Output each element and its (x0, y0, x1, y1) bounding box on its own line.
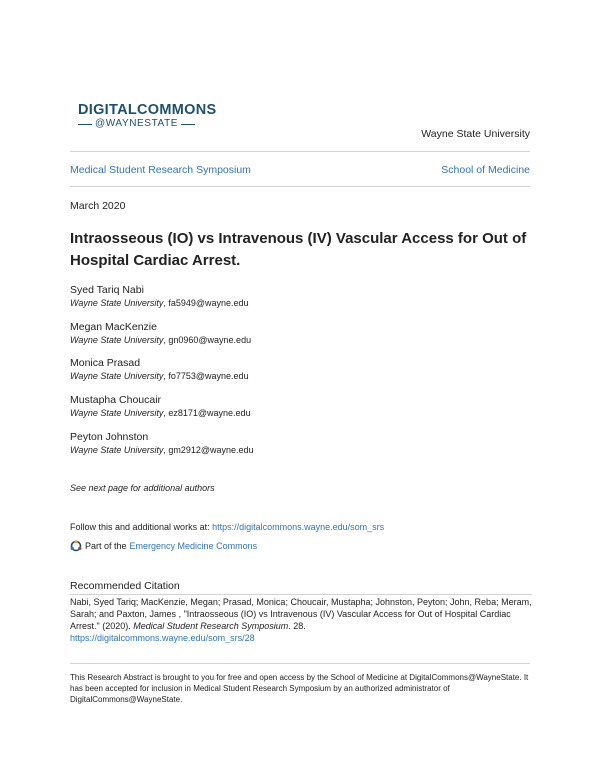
affiliation-name: Wayne State University (70, 445, 164, 455)
logo-dash-right (181, 124, 195, 125)
citation-block (70, 596, 532, 644)
affiliation-name: Wayne State University (70, 371, 164, 381)
citation-tail: . 28. (288, 621, 306, 631)
author-name: Monica Prasad (70, 357, 141, 369)
access-statement: This Research Abstract is brought to you for free and open access by the School of Medicine at DigitalCommons@WayneState. It has been accepted for inclusion in Medical Student Research Symposium by an authorized administrator of DigitalCommons@WayneState. (70, 673, 529, 704)
author-name: Syed Tariq Nabi (70, 284, 144, 296)
logo-line1: DIGITALCOMMONS (78, 102, 217, 118)
author-entry (70, 283, 530, 309)
see-next-page-note: See next page for additional authors (70, 483, 215, 493)
author-email: , gn0960@wayne.edu (163, 335, 252, 345)
author-email: , ez8171@wayne.edu (163, 408, 251, 418)
follow-line (70, 522, 384, 532)
affiliation-name: Wayne State University (70, 335, 164, 345)
publication-date: March 2020 (70, 200, 126, 212)
logo-dash-left (78, 124, 92, 125)
author-entry (70, 320, 530, 346)
author-affiliation (70, 444, 530, 456)
author-affiliation (70, 334, 530, 346)
affiliation-name: Wayne State University (70, 408, 164, 418)
author-name: Mustapha Choucair (70, 394, 162, 406)
divider-nav (70, 186, 530, 187)
author-email: , fo7753@wayne.edu (163, 371, 249, 381)
part-of-text: Part of the (85, 541, 127, 551)
follow-text: Follow this and additional works at: (70, 522, 213, 532)
author-entry (70, 430, 530, 456)
divider-top (70, 151, 530, 152)
author-affiliation (70, 370, 530, 382)
school-of-medicine-link[interactable]: School of Medicine (441, 164, 530, 176)
author-email: , gm2912@wayne.edu (163, 445, 254, 455)
author-name: Peyton Johnston (70, 431, 149, 443)
network-commons-icon (70, 540, 82, 552)
author-affiliation (70, 297, 530, 309)
author-entry (70, 393, 530, 419)
paper-title: Intraosseous (IO) vs Intravenous (IV) Vascular Access for Out of Hospital Cardiac Arrest. (70, 230, 527, 269)
digital-commons-logo (78, 102, 218, 130)
divider-footer (70, 663, 530, 664)
divider-citation (70, 594, 532, 595)
recommended-citation-heading: Recommended Citation (70, 580, 180, 592)
emergency-medicine-commons-link[interactable]: Emergency Medicine Commons (129, 541, 258, 551)
logo-line2 (78, 118, 218, 130)
author-name: Megan MacKenzie (70, 321, 157, 333)
som-srs-link[interactable]: https://digitalcommons.wayne.edu/som_srs (212, 522, 385, 532)
author-entry (70, 356, 530, 382)
citation-url-link[interactable]: https://digitalcommons.wayne.edu/som_srs/28 (70, 633, 255, 643)
citation-venue: Medical Student Research Symposium (133, 621, 289, 631)
author-email: , fa5949@wayne.edu (163, 298, 249, 308)
citation-body: Nabi, Syed Tariq; MacKenzie, Megan; Prasad, Monica; Choucair, Mustapha; Johnston, Peyton; John, Reba; Meram, Sarah; and Paxton, James , "Intraosseous (IO) vs Intravenous (IV) Vascular Access for Out of Hospital Cardiac Arrest." (2020). (70, 597, 532, 631)
author-affiliation (70, 407, 530, 419)
part-of-line (70, 540, 257, 552)
affiliation-name: Wayne State University (70, 298, 164, 308)
university-name: Wayne State University (421, 128, 530, 140)
symposium-link[interactable]: Medical Student Research Symposium (70, 164, 251, 176)
logo-line2-text: @WAYNESTATE (95, 118, 179, 129)
